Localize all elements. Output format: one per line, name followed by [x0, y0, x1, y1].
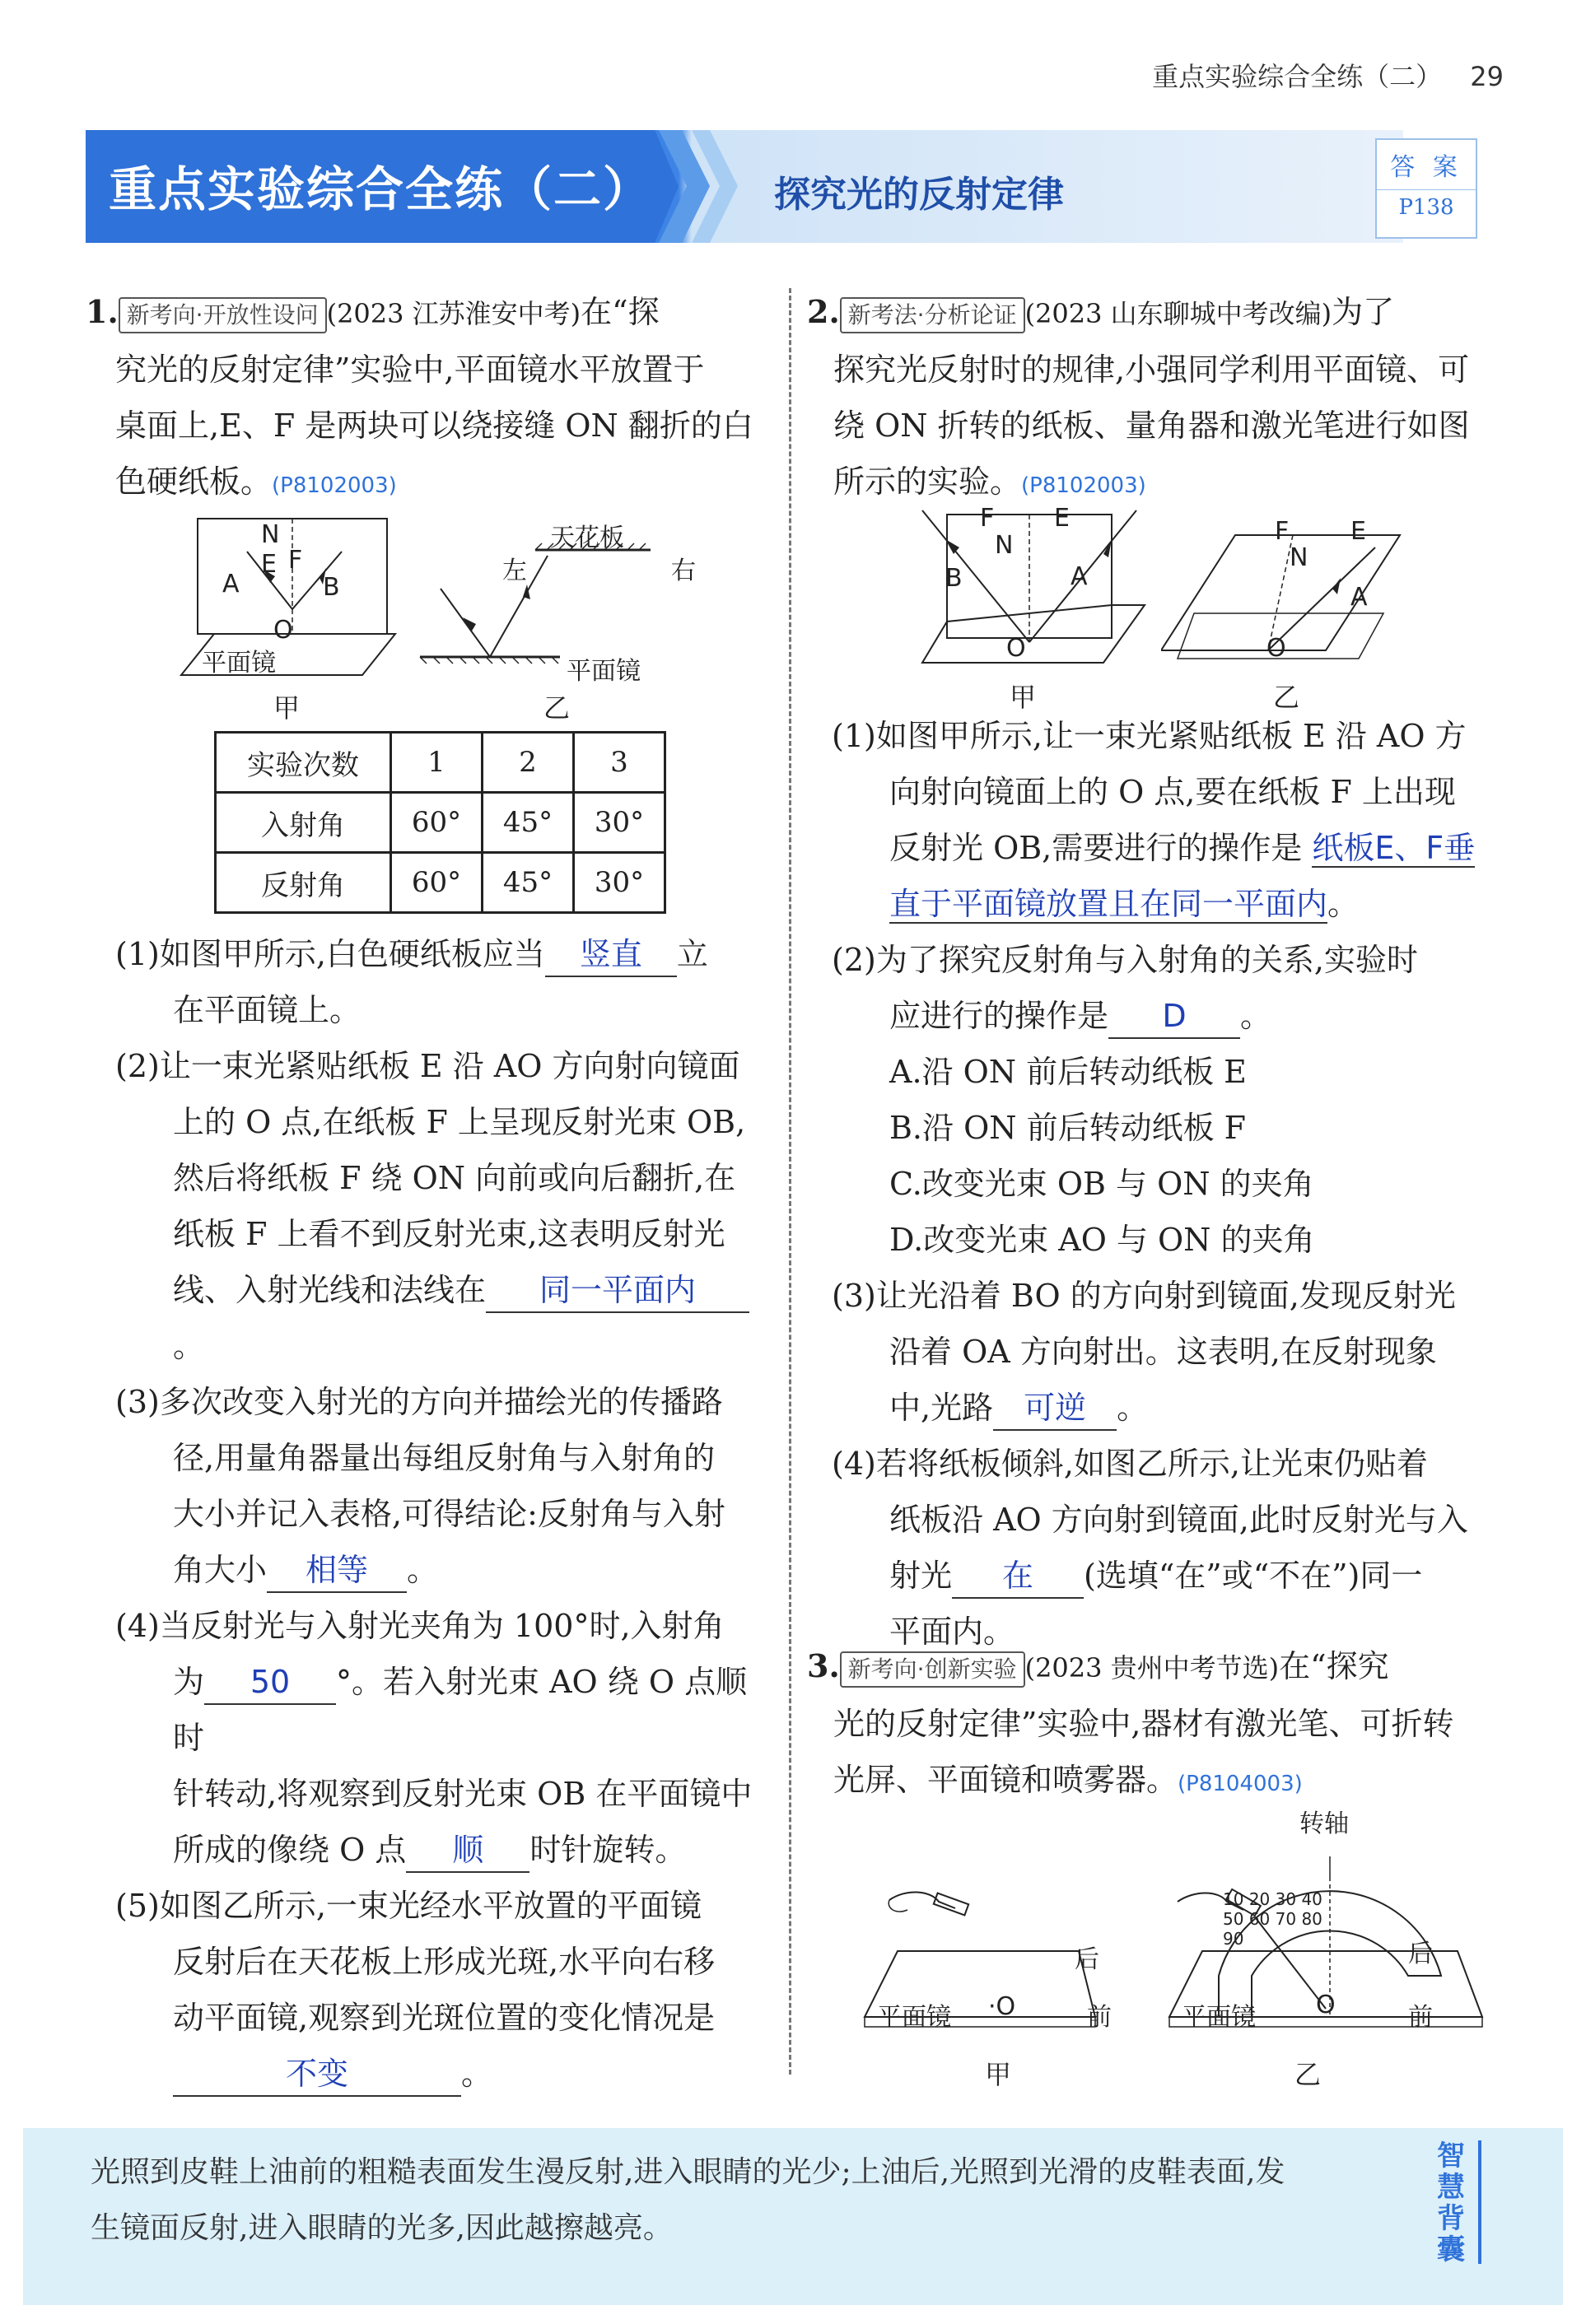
scale-tick: 80 [1301, 1909, 1322, 1929]
q1-p4-answer2[interactable]: 顺 [406, 1828, 529, 1873]
scale-tick: 60 [1248, 1909, 1271, 1929]
footer-side-bar [1478, 2140, 1481, 2264]
q3-code[interactable]: (P8104003) [1178, 1772, 1303, 1796]
table-cell: 60° [391, 793, 483, 853]
q2-fig-label-A: A [1071, 562, 1088, 591]
q2-p3-a: (3)让光沿着 BO 的方向射到镜面,发现反射光 [832, 1278, 1456, 1314]
table-cell: 1 [391, 733, 483, 793]
q1-p2-b: 上的 O 点,在纸板 F 上呈现反射光束 OB, [173, 1104, 746, 1140]
q2-parts [832, 708, 1499, 1660]
q3-number: 3. [807, 1647, 840, 1684]
table-cell: 入射角 [216, 793, 391, 853]
q1-p3-c: 大小并记入表格,可得结论:反射角与入射 [173, 1496, 725, 1532]
q1-stem-d: 色硬纸板。 [115, 463, 273, 500]
q2-option-c: C.改变光束 OB 与 ON 的夹角 [889, 1166, 1314, 1202]
header-title: 重点实验综合全练（二） [1152, 61, 1443, 92]
q3-tag: 新考向·创新实验 [840, 1651, 1025, 1688]
q1-p1-c: 在平面镜上。 [173, 992, 362, 1028]
table-cell: 3 [574, 733, 665, 793]
q2-fig-label-F: F [980, 504, 995, 533]
section-title: 重点实验综合全练（二） [109, 161, 653, 217]
q3-source: (2023 贵州中考节选) [1024, 1652, 1280, 1684]
q1-fig-label-B: B [323, 573, 340, 602]
q2-fig2-label-F: F [1275, 517, 1290, 546]
q1-stem-a: 在“探 [581, 294, 660, 330]
running-header [1152, 56, 1504, 94]
q2-fig-label-N: N [995, 531, 1014, 560]
q1-number: 1. [86, 293, 119, 330]
q2-tag: 新考法·分析论证 [840, 297, 1025, 333]
q2-fig-caption-jia: 甲 [1010, 682, 1037, 713]
q1-p4-f: 时针旋转。 [529, 1832, 687, 1868]
q1-p1-a: (1)如图甲所示,白色硬纸板应当 [115, 936, 545, 972]
page-number: 29 [1470, 61, 1504, 92]
q3-fig-label-front: 前 [1087, 2003, 1112, 2032]
scale-tick: 30 [1275, 1889, 1297, 1909]
q1-p4-d: 针转动,将观察到反射光束 OB 在平面镜中 [173, 1776, 753, 1812]
q2-p1-answer-a[interactable]: 纸板E、F垂 [1312, 830, 1476, 866]
scale-tick: 70 [1275, 1909, 1297, 1929]
table-cell: 30° [574, 853, 665, 913]
banner-chevrons [659, 130, 749, 243]
q2-p4-b: 纸板沿 AO 方向射到镜面,此时反射光与入 [889, 1502, 1468, 1538]
q3-fig2-label-front: 前 [1408, 2003, 1433, 2032]
q2-p2-b: 应进行的操作是 [889, 998, 1109, 1034]
q2-p3-answer[interactable]: 可逆 [993, 1386, 1117, 1431]
q3-fig-label-back: 后 [1075, 1945, 1099, 1974]
footer-tip-text [91, 2145, 1425, 2256]
q1-p2-f: 。 [173, 1328, 205, 1364]
q3-fig-label-mirror: 平面镜 [877, 2003, 951, 2032]
footer-side-tag: 智慧背囊 [1437, 2140, 1465, 2266]
q3-stem-b: 光的反射定律”实验中,器材有激光笔、可折转 [833, 1706, 1454, 1742]
table-header-row [216, 733, 665, 793]
q1-fig-label-E: E [261, 550, 277, 579]
q3-fig2-label-mirror: 平面镜 [1182, 2003, 1256, 2032]
q1-p3-answer[interactable]: 相等 [267, 1549, 407, 1593]
q1-p4-e: 所成的像绕 O 点 [173, 1832, 407, 1868]
column-divider [789, 288, 791, 2075]
q1-stem-c: 桌面上,E、F 是两块可以绕接缝 ON 翻折的白 [115, 408, 753, 444]
q2-p3-b: 沿着 OA 方向射出。这表明,在反射现象 [889, 1334, 1437, 1370]
q3-fig-caption-yi: 乙 [1294, 2059, 1322, 2090]
q2-p1-d: 。 [1327, 886, 1360, 922]
q2-p2-c: 。 [1240, 998, 1272, 1034]
question-2 [807, 284, 1499, 514]
q3-fig2-label-back: 后 [1408, 1940, 1433, 1968]
q1-p2-c: 然后将纸板 F 绕 ON 向前或向后翻折,在 [173, 1160, 736, 1196]
q1-fig-caption-yi: 乙 [543, 692, 571, 724]
q2-fig-caption-yi: 乙 [1273, 682, 1300, 713]
table-cell: 反射角 [216, 853, 391, 913]
q3-fig-caption-jia: 甲 [985, 2059, 1012, 2090]
scale-tick: 40 [1301, 1889, 1322, 1909]
q1-fig-label-A: A [222, 570, 240, 598]
q1-parts [115, 926, 774, 2102]
q1-p5-answer[interactable]: 不变 [173, 2052, 461, 2097]
q1-fig-label-F: F [288, 546, 303, 575]
q2-stem-a: 为了 [1332, 294, 1395, 330]
q1-fig-label-mirror: 平面镜 [202, 649, 276, 678]
q3-stem-c: 光屏、平面镜和喷雾器。 [833, 1762, 1178, 1798]
q2-stem-d: 所示的实验。 [833, 463, 1022, 500]
q2-p4-a: (4)若将纸板倾斜,如图乙所示,让光束仍贴着 [832, 1446, 1428, 1482]
footer-line-1: 光照到皮鞋上油前的粗糙表面发生漫反射,进入眼睛的光少;上油后,光照到光滑的皮鞋表面,发 [91, 2155, 1285, 2189]
q1-source: (2023 江苏淮安中考) [326, 298, 581, 329]
q2-fig-label-B: B [945, 564, 963, 593]
q1-p2-e: 线、入射光线和法线在 [173, 1272, 487, 1308]
table-row [216, 793, 665, 853]
q2-p4-e: 平面内。 [889, 1614, 1015, 1650]
scale-tick: 10 [1223, 1889, 1244, 1909]
q2-p3-d: 。 [1117, 1390, 1149, 1426]
q2-fig2-label-O: O [1266, 634, 1286, 663]
q2-p1-b: 向射向镜面上的 O 点,要在纸板 F 上出现 [889, 774, 1456, 810]
q1-fig-caption-jia: 甲 [273, 692, 301, 724]
table-cell: 实验次数 [216, 733, 391, 793]
q2-p4-answer[interactable]: 在 [952, 1554, 1084, 1599]
q1-p1-answer[interactable]: 竖直 [545, 933, 677, 977]
q2-fig-label-E: E [1054, 504, 1070, 533]
q1-p4-c: °。若入射光束 AO 绕 O 点顺时 [173, 1664, 748, 1756]
q1-code[interactable]: (P8102003) [272, 473, 397, 498]
footer-line-2: 生镜面反射,进入眼睛的光多,因此越擦越亮。 [91, 2211, 673, 2245]
scale-tick: 50 [1223, 1909, 1244, 1929]
q1-fig-label-ceiling: 天花板 [550, 524, 624, 552]
q2-stem-b: 探究光反射时的规律,小强同学利用平面镜、可 [833, 352, 1470, 388]
q1-p5-b: 反射后在天花板上形成光斑,水平向右移 [173, 1944, 716, 1980]
q1-p5-a: (5)如图乙所示,一束光经水平放置的平面镜 [115, 1888, 702, 1924]
q2-code[interactable]: (P8102003) [1021, 473, 1146, 498]
q1-data-table [214, 731, 666, 914]
q2-p4-c: 射光 [889, 1558, 953, 1594]
q2-fig-label-O: O [1006, 634, 1026, 663]
q3-stem-a: 在“探究 [1279, 1648, 1389, 1684]
q2-p1-c: 反射光 OB,需要进行的操作是 [889, 830, 1303, 866]
answer-ref-box[interactable] [1375, 138, 1477, 239]
q1-p2-a: (2)让一束光紧贴纸板 E 沿 AO 方向射向镜面 [115, 1048, 740, 1084]
q1-stem-b: 究光的反射定律”实验中,平面镜水平放置于 [115, 352, 705, 388]
q3-fig-label-O: ·O [988, 1992, 1016, 2021]
scale-tick: 90 [1223, 1929, 1244, 1949]
q2-stem-c: 绕 ON 折转的纸板、量角器和激光笔进行如图 [833, 408, 1470, 444]
table-cell: 2 [483, 733, 574, 793]
q2-p3-c: 中,光路 [889, 1390, 994, 1426]
q1-p3-b: 径,用量角器量出每组反射角与入射角的 [173, 1440, 716, 1476]
question-1 [86, 284, 769, 514]
answer-label: 答 案 [1390, 153, 1462, 182]
table-cell: 45° [483, 793, 574, 853]
q2-p4-d: (选填“在”或“不在”)同一 [1084, 1558, 1423, 1594]
section-subtitle: 探究光的反射定律 [774, 174, 1064, 216]
q1-fig-label-N: N [261, 520, 280, 549]
q1-tag: 新考向·开放性设问 [119, 297, 327, 333]
q2-fig2-label-A: A [1350, 583, 1368, 612]
q1-p2-d: 纸板 F 上看不到反射光束,这表明反射光 [173, 1216, 725, 1252]
q3-protractor-scale [1223, 1889, 1338, 1949]
q2-p2-a: (2)为了探究反射角与入射角的关系,实验时 [832, 942, 1418, 978]
q1-p4-b: 为 [173, 1664, 205, 1700]
q1-fig-label-O: O [273, 616, 293, 645]
q1-p3-a: (3)多次改变入射光的方向并描绘光的传播路 [115, 1384, 723, 1420]
table-cell: 30° [574, 793, 665, 853]
q3-fig2-label-O: O [1316, 1991, 1336, 2019]
q1-p1-b: 立 [676, 936, 708, 972]
q2-p2-answer[interactable]: D [1108, 994, 1240, 1039]
q1-p3-e: 。 [407, 1552, 439, 1588]
q1-fig-label-left: 左 [502, 557, 527, 585]
q1-p5-d: 。 [461, 2056, 493, 2092]
q1-p5-c: 动平面镜,观察到光斑位置的变化情况是 [173, 2000, 716, 2036]
q2-option-a: A.沿 ON 前后转动纸板 E [889, 1054, 1247, 1090]
scale-tick: 20 [1248, 1889, 1271, 1909]
q2-source: (2023 山东聊城中考改编) [1024, 298, 1332, 329]
q2-fig2-label-N: N [1290, 543, 1308, 572]
table-cell: 45° [483, 853, 574, 913]
q2-p1-answer-b[interactable]: 直于平面镜放置且在同一平面内 [889, 886, 1328, 922]
q3-fig-label-axis: 转轴 [1299, 1809, 1349, 1838]
q1-p4-answer1[interactable]: 50 [204, 1660, 336, 1705]
q2-option-b: B.沿 ON 前后转动纸板 F [889, 1110, 1247, 1146]
q1-p3-d: 角大小 [173, 1552, 268, 1588]
answer-page: P138 [1377, 189, 1476, 220]
q1-p4-a: (4)当反射光与入射光夹角为 100°时,入射角 [115, 1608, 725, 1644]
q1-p2-answer[interactable]: 同一平面内 [486, 1269, 749, 1313]
q1-fig-label-right: 右 [671, 557, 696, 585]
q2-p1-a: (1)如图甲所示,让一束光紧贴纸板 E 沿 AO 方 [832, 718, 1467, 754]
table-cell: 60° [391, 853, 483, 913]
q1-fig-label-mirror2: 平面镜 [567, 657, 641, 686]
question-3 [807, 1638, 1499, 1812]
q2-option-d: D.改变光束 AO 与 ON 的夹角 [889, 1222, 1315, 1258]
q2-number: 2. [807, 293, 840, 330]
table-row [216, 853, 665, 913]
q2-fig2-label-E: E [1350, 517, 1366, 546]
